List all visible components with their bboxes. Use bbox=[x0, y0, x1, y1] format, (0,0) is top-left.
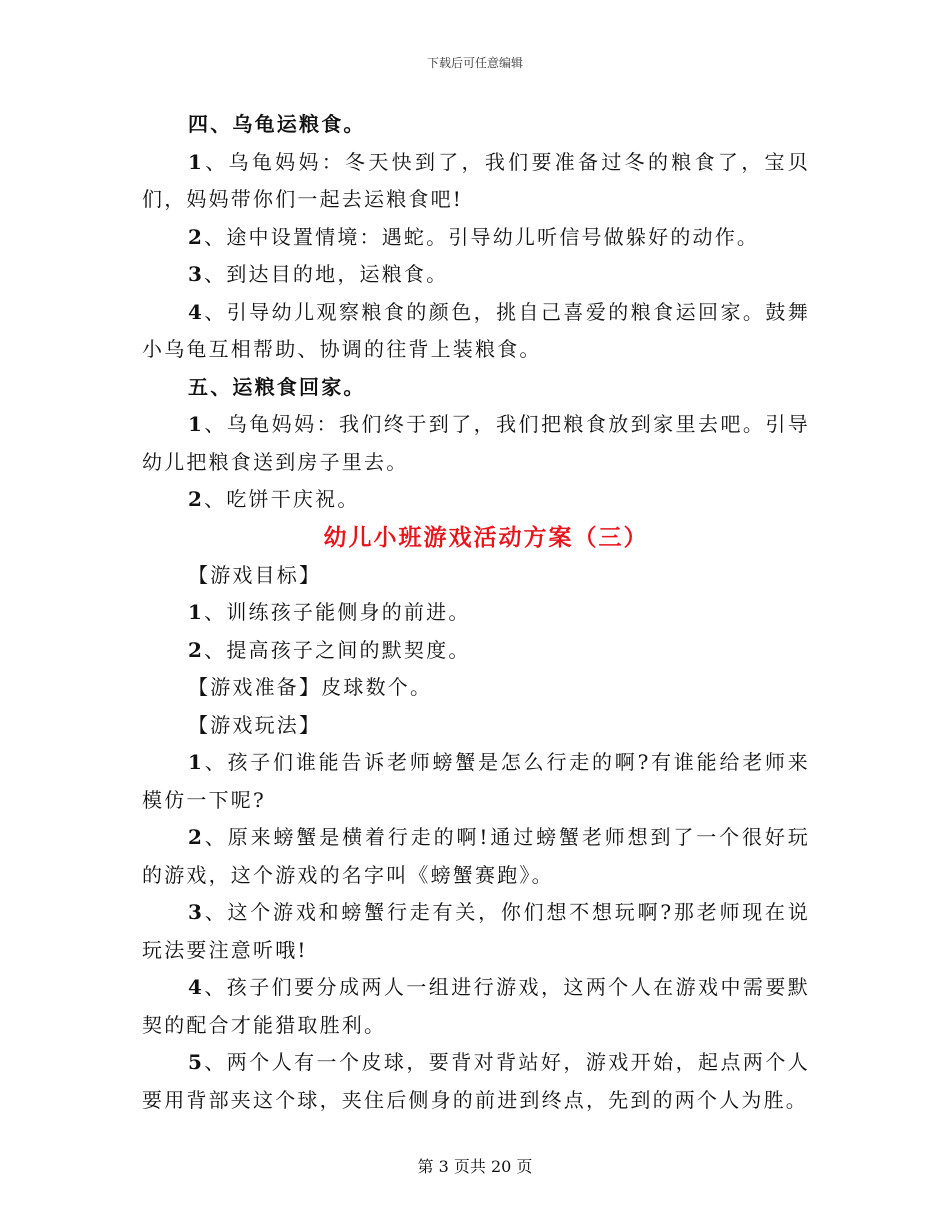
page-footer: 第 3 页共 20 页 bbox=[417, 1157, 533, 1176]
document-body bbox=[142, 106, 810, 1119]
list-item: 5、两个人有一个皮球，要背对背站好，游戏开始，起点两个人要用背部夹这个球，夹住后侧身的前进到终点，先到的两个人为胜。 bbox=[142, 1050, 810, 1112]
list-item: 2、吃饼干庆祝。 bbox=[188, 487, 360, 511]
prep-text: 皮球数个。 bbox=[321, 675, 433, 699]
list-item: 3、这个游戏和螃蟹行走有关，你们想不想玩啊?那老师现在说玩法要注意听哦! bbox=[142, 900, 810, 962]
prep-line bbox=[142, 669, 810, 707]
list-item: 1、乌龟妈妈：冬天快到了，我们要准备过冬的粮食了，宝贝们，妈妈带你们一起去运粮食吧! bbox=[142, 149, 810, 211]
list-item: 1、乌龟妈妈：我们终于到了，我们把粮食放到家里去吧。引导幼儿把粮食送到房子里去。 bbox=[142, 412, 810, 474]
list-item: 1、孩子们谁能告诉老师螃蟹是怎么行走的啊?有谁能给老师来模仿一下呢? bbox=[142, 750, 810, 812]
plan-title: 幼儿小班游戏活动方案（三） bbox=[323, 523, 649, 551]
list-item: 3、到达目的地，运粮食。 bbox=[188, 262, 449, 286]
section-heading: 四、乌龟运粮食。 bbox=[188, 112, 366, 136]
page-header: 下载后可任意编辑 bbox=[426, 56, 523, 70]
play-label: 【游戏玩法】 bbox=[188, 712, 322, 737]
list-item: 2、途中设置情境：遇蛇。引导幼儿听信号做躲好的动作。 bbox=[188, 224, 760, 249]
list-item: 2、提高孩子之间的默契度。 bbox=[188, 637, 471, 662]
list-item: 4、引导幼儿观察粮食的颜色，挑自己喜爱的粮食运回家。鼓舞小乌龟互相帮助、协调的往背上装粮食。 bbox=[142, 299, 810, 361]
list-item: 4、孩子们要分成两人一组进行游戏，这两个人在游戏中需要默契的配合才能猎取胜利。 bbox=[142, 975, 810, 1037]
list-item: 2、原来螃蟹是横着行走的啊!通过螃蟹老师想到了一个很好玩的游戏，这个游戏的名字叫《螃蟹赛跑》。 bbox=[142, 825, 810, 887]
goal-label: 【游戏目标】 bbox=[188, 562, 322, 587]
list-item: 1、训练孩子能侧身的前进。 bbox=[188, 600, 471, 624]
section-heading: 五、运粮食回家。 bbox=[188, 374, 366, 399]
prep-label: 【游戏准备】 bbox=[188, 675, 322, 699]
